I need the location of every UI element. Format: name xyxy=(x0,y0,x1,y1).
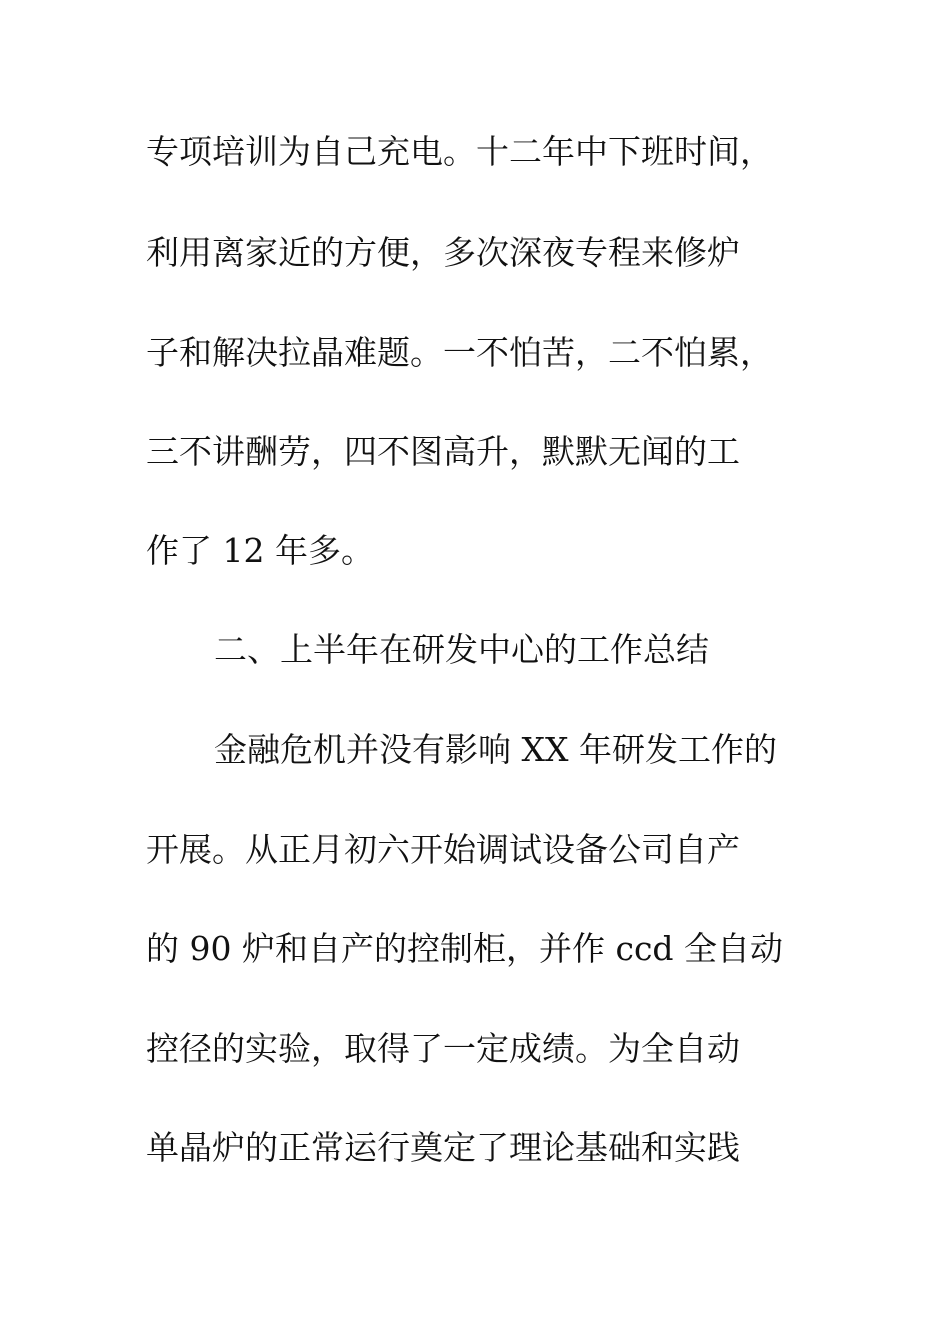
text-line: 三不讲酬劳，四不图高升，默默无闻的工 xyxy=(146,432,740,471)
text-line: 金融危机并没有影响 XX 年研发工作的 xyxy=(214,730,777,769)
text-line: 专项培训为自己充电。十二年中下班时间， xyxy=(146,132,773,171)
text-line: 的 90 炉和自产的控制柜，并作 ccd 全自动 xyxy=(146,929,784,968)
text-line: 利用离家近的方便，多次深夜专程来修炉 xyxy=(146,233,740,272)
text-line: 开展。从正月初六开始调试设备公司自产 xyxy=(146,830,740,869)
section-heading: 二、上半年在研发中心的工作总结 xyxy=(214,630,709,669)
text-line: 单晶炉的正常运行奠定了理论基础和实践 xyxy=(146,1128,740,1167)
text-line: 子和解决拉晶难题。一不怕苦，二不怕累， xyxy=(146,333,773,372)
text-line: 作了 12 年多。 xyxy=(146,531,374,570)
text-line: 控径的实验，取得了一定成绩。为全自动 xyxy=(146,1029,740,1068)
